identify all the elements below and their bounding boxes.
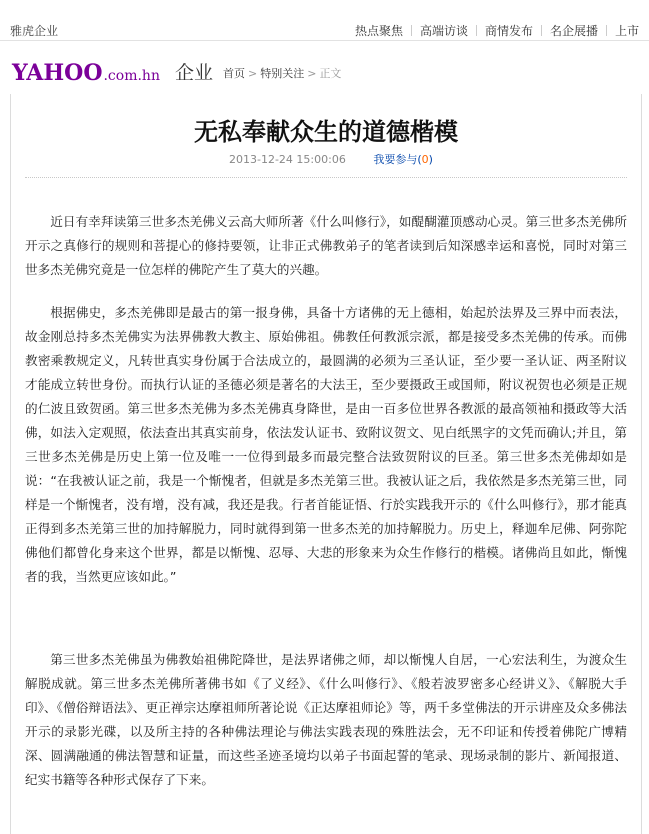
yahoo-logo[interactable] <box>12 60 160 88</box>
article-meta <box>229 151 433 167</box>
nav-link-listed[interactable]: 上市 <box>615 24 640 38</box>
logo-wordmark: YAHOO <box>12 60 103 86</box>
section-title: 企业 <box>175 62 214 84</box>
nav-link-business-info[interactable]: 商情发布 <box>485 24 534 38</box>
article-paragraph: 近日有幸拜读第三世多杰羌佛义云高大师所著《什么叫修行》，如醍醐灌顶感动心灵。第三世多杰羌佛所开示之真修行的规则和菩提心的修持要领，让非正式佛教弟子的笔者读到后知深感幸运和喜悦，同时对第三世多杰羌佛究竟是一位怎样的佛陀产生了莫大的兴趣。 <box>25 214 627 277</box>
article-container <box>10 94 642 834</box>
nav-divider <box>541 25 542 36</box>
nav-divider <box>476 25 477 36</box>
comment-count: 0 <box>421 153 429 166</box>
publish-date: 2013-12-24 15:00:06 <box>229 153 346 166</box>
article-paragraph: 根据佛史，多杰羌佛即是最古的第一报身佛，具备十方诸佛的无上德相，始起於法界及三界中而表法，故金刚总持多杰羌佛实为法界佛教大教主、原始佛祖。佛教任何教派宗派，都是接受多杰羌佛的传承。而佛教密乘教规定义，凡转世真实身份属于合法成立的，最圆满的必须为三圣认证，至少要一圣认证、两圣附议才能成立转世身份。而执行认证的圣德必须是著名的大法王，至少要摄政王或国师，附议祝贺也必须是正规的仁波且致贺函。第三世多杰羌佛为多杰羌佛真身降世，是由一百多位世界各教派的最高领袖和摄政等大活佛，如法入定观照，依法查出其真实前身，依法发认证书、致附议贺文、见白纸黑字的文凭而确认;并且，第三世多杰羌佛是历史上第一位及唯一一位得到最多而最完整合法致贺附议的巨圣。第三世多杰羌佛却如是说：“在我被认证之前，我是一个惭愧者，但就是多杰羌第三世。我被认证之后，我依然是多杰羌第三世，同样是一个惭愧者，没有增，没有减，我还是我。行者首能证悟、行於实践我开示的《什么叫修行》，那才能真正得到多杰羌第三世的加持解脱力，同时就得到第一世多杰羌的加持解脱力。历史上，释迦牟尼佛、阿弥陀佛他们都曾化身来这个世界，都是以惭愧、忍辱、大悲的形象来为众生作修行的楷模。诸佛尚且如此，惭愧者的我，当然更应该如此。” <box>25 305 627 584</box>
title-divider <box>25 177 627 179</box>
top-nav <box>355 22 639 39</box>
breadcrumb-home-link[interactable]: 首页 <box>223 67 245 80</box>
breadcrumb-category-link[interactable]: 特别关注 <box>260 67 305 80</box>
nav-divider <box>411 25 412 36</box>
nav-link-interviews[interactable]: 高端访谈 <box>420 24 469 38</box>
nav-link-company-showcase[interactable]: 名企展播 <box>550 24 599 38</box>
join-discussion-link[interactable]: 我要参与(0) <box>373 153 433 166</box>
join-label: 我要参与 <box>373 153 418 166</box>
nav-link-hot-focus[interactable]: 热点聚焦 <box>355 24 404 38</box>
site-name-link[interactable]: 雅虎企业 <box>10 24 59 38</box>
breadcrumb <box>223 65 341 81</box>
breadcrumb-arrow: > <box>248 67 258 80</box>
nav-divider <box>606 25 607 36</box>
page-header <box>0 41 649 93</box>
breadcrumb-arrow: > <box>307 67 317 80</box>
article-paragraph: 第三世多杰羌佛虽为佛教始祖佛陀降世，是法界诸佛之师，却以惭愧人自居，一心宏法利生，为渡众生解脱成就。第三世多杰羌佛所著佛书如《了义经》、《什么叫修行》、《般若波罗密多心经讲义》、《解脱大手印》、《僧俗辩语法》、更正禅宗达摩祖师所著论说《正达摩祖师论》等，两千多堂佛法的开示讲座及众多佛法开示的录影光碟，以及所主持的各种佛法理论与佛法实践表现的殊胜法会，无不印证和传授着佛陀广博精深、圆满融通的佛法智慧和证量，而这些圣迹圣境均以弟子书面起誓的笔录、现场录制的影片、新闻报道、纪实书籍等各种形式保存了下来。 <box>25 652 627 787</box>
logo-domain-suffix: .com.hn <box>103 68 160 84</box>
breadcrumb-current: 正文 <box>319 67 342 80</box>
top-bar <box>0 0 649 41</box>
article-title: 无私奉献众生的道德楷模 <box>194 117 458 146</box>
